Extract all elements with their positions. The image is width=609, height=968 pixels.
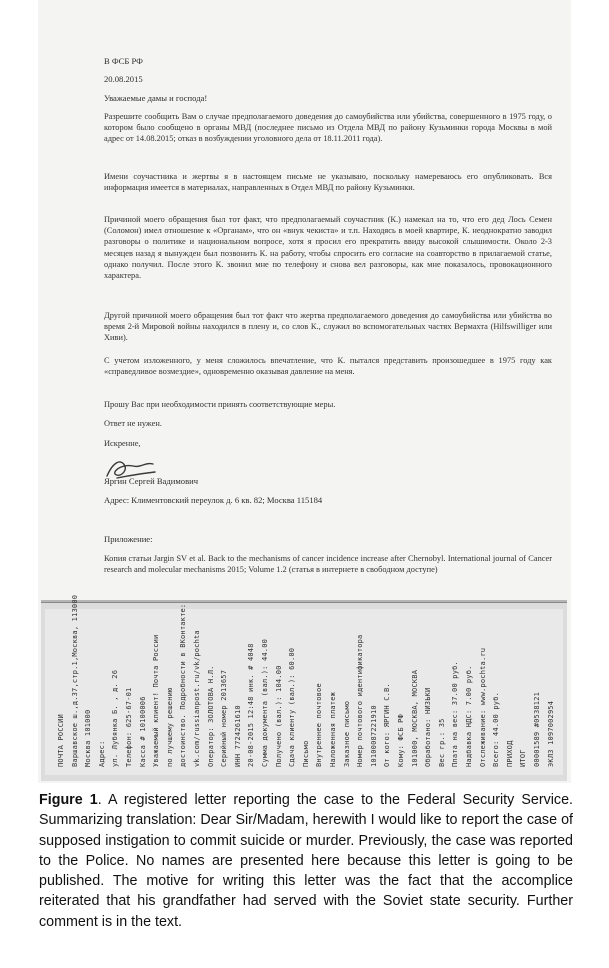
receipt-line: Письмо: [301, 740, 310, 767]
figure-caption: [39, 790, 573, 932]
receipt-line: Номер почтового идентификатора: [356, 634, 365, 767]
receipt-line: Вес гр.: 35: [437, 718, 446, 767]
receipt-line: 10100087221910: [369, 705, 378, 767]
sender-address: Адрес: Климентовский переулок д. 6 кв. 82; Москва 115184: [104, 495, 323, 505]
receipt-line: ИТОГ: [519, 749, 528, 767]
attachment-text: Копия статьи Jargin SV et al. Back to the mechanisms of cancer incidence increase after Chernobyl. International journal of Cancer research and molecular mechanisms 2015; Volume 1.2 (статья в интернете в свободном доступе): [104, 554, 552, 575]
paragraph-4: Другой причиной моего обращения был тот факт что жертва предполагаемого доведения до самоубийства или убийства во время 2-й Мировой войны находился в плену и, со слов К., служил во вспомогательных частях Вермахта (Hilfswilliger или Хиви).: [104, 311, 552, 343]
receipt-line: Серийный номер 2013657: [220, 669, 229, 767]
receipt-line: Внутреннее почтовое: [315, 683, 324, 767]
receipt-line: Плата на вес: 37.00 руб.: [451, 661, 460, 767]
receipt-line: Сумма документа (вал.): 44.00: [261, 638, 269, 767]
receipt-line: Варшавское ш.,д.37,стр.1,Москва, 113000: [70, 594, 79, 767]
receipt-line: Надбавка НДС: 7.00 руб.: [465, 665, 473, 767]
receipt-line: ул. Лубянка Б. , д. 26: [111, 669, 120, 767]
receipt-line: Отслеживание: www.pochta.ru: [478, 647, 487, 767]
paragraph-8: Искренне,: [104, 439, 141, 448]
receipt-line: ЭКЛЗ 1097002954: [546, 700, 555, 767]
receipt-line: Кому: ФСБ РФ: [397, 714, 405, 767]
receipt-line: достоинство. Подробности в ВКонтакте:: [179, 603, 188, 767]
receipt-line: по лучшему решению: [165, 687, 174, 767]
greeting: Уважаемые дамы и господа!: [104, 93, 208, 103]
receipt-line: ПРИХОД: [505, 740, 514, 767]
letter-date: 20.08.2015: [104, 74, 143, 84]
receipt-line: Заказное письмо: [342, 700, 351, 767]
receipt-line: Обработано: НИЗЬКИ: [424, 687, 433, 767]
addressee: В ФСБ РФ: [104, 56, 143, 66]
receipt-line: От кого: ЯРГИН С.В.: [383, 683, 392, 767]
paragraph-6: Прошу Вас при необходимости принять соответствующие меры.: [104, 400, 336, 409]
postal-receipt: [41, 594, 567, 781]
receipt-line: Всего: 44.00 руб.: [492, 691, 501, 767]
caption-text: . A registered letter reporting the case to the Federal Security Service. Summarizing translation: Dear Sir/Madam, herewith I would like to report the case of supposed instigation to commit suicide or murder. Previously, the case was reported to the Police. No names are presented here because this letter is going to be published. The motive for writing this letter was the fact that the accomplice reiterated that his grandfather had served with the Soviet state security. Further comment is in the text.: [39, 792, 573, 930]
receipt-line: Адрес:: [97, 740, 106, 767]
receipt-line: 101000, МОСКВА, МОСКВА: [410, 669, 419, 767]
receipt-line: 20-08-2015 12:48 инк. # 4048: [247, 643, 256, 767]
paragraph-7: Ответ не нужен.: [104, 419, 162, 428]
caption-label: Figure 1: [39, 792, 98, 808]
receipt-line: 00001589 #0538121: [533, 691, 541, 767]
paragraph-3: Причиной моего обращения был тот факт, что предполагаемый соучастник (К.) намекал на то, что его дед Лось Семен (Соломон) имел отношение к «Органам», что он «внук чекиста» и т.п. Находясь в моей квартире, К. неоднократно заводил разговоры о политике и национальном вопросе, хотя я просил его прекратить ввиду высокой слышимости. Около 2-3 месяцев назад я вынужден был позвонить К. на работу, чтобы спросить его согласие на соавторство в прилагаемой статье, однако получил. После этого К. звонил мне по телефону и снова вел разговоры, как мне показалось, провокационного характера.: [104, 215, 552, 281]
receipt-line: Оператор: ЗОЛОТОВА Н.Л.: [206, 665, 215, 767]
paragraph-5: С учетом изложенного, у меня сложилось впечатление, что К. пытался представить произошедшее в 1975 году как «справедливое возмездие», одновременно оказывая давление на меня.: [104, 356, 552, 377]
receipt-line: ИНН 7724261610: [233, 705, 242, 767]
receipt-line: Наложенная платеж: [329, 691, 337, 767]
receipt-line: vk.com/russianpost.ru/vk/pochta: [193, 630, 201, 767]
paragraph-1: Разрешите сообщить Вам о случае предполагаемого доведения до самоубийства или убийства, совершенного в 1975 году, о котором было сообщено в органы МВД (последнее письмо из Отдела МВД по району Кузьминки города Москвы в мой адрес от 14.08.2015; отказ в возбуждении уголовного дела от 18.11.2011 года).: [104, 112, 552, 144]
receipt-line: Получено (вал.): 104.00: [274, 665, 283, 767]
receipt-line: Москва 101000: [84, 709, 93, 767]
receipt-line: Уважаемый клиент! Почта России: [152, 634, 161, 767]
receipt-line: ПОЧТА РОССИИ: [57, 714, 65, 767]
receipt-line: Сдача клиенту (вал.): 60.00: [288, 647, 297, 767]
receipt-line: Касса # 10100006: [138, 696, 147, 767]
receipt-line: Телефон: 625-67-01: [125, 687, 133, 767]
receipt-paper: [45, 594, 563, 775]
attachment-label: Приложение:: [104, 534, 153, 544]
paragraph-2: Имени соучастника и жертвы я в настоящем письме не указываю, поскольку намереваюсь его опубликовать. Вся информация имеется в материалах, направленных в Отдел МВД по району Кузьминки.: [104, 172, 552, 193]
signer-name: Яргин Сергей Вадимович: [104, 476, 199, 486]
